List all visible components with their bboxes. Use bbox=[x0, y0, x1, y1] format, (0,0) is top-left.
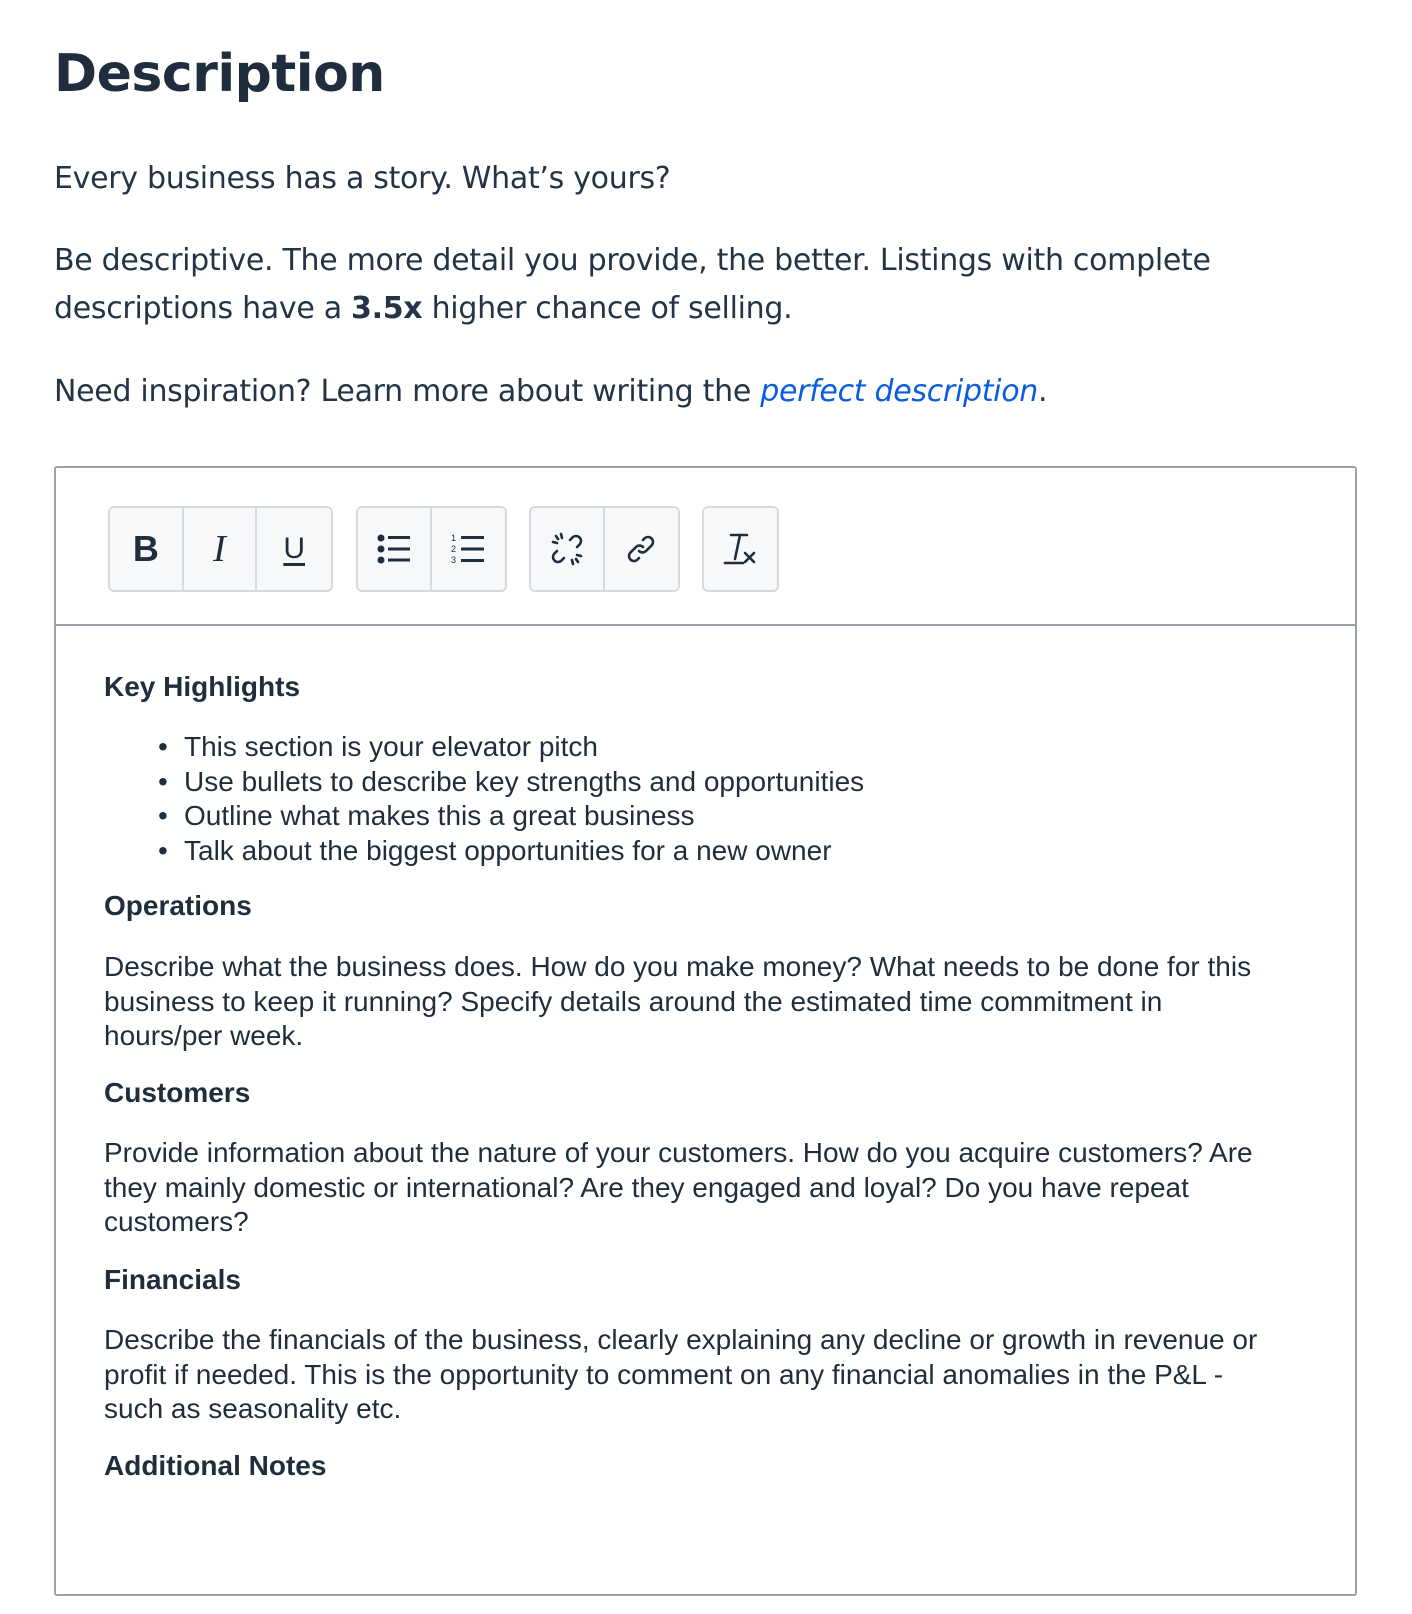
section-heading: Customers bbox=[104, 1077, 251, 1108]
list-item: • This section is your elevator pitch bbox=[104, 730, 864, 765]
bullet-list-button[interactable] bbox=[358, 508, 432, 590]
link-button-group bbox=[529, 506, 680, 592]
numbered-list-button[interactable] bbox=[432, 508, 505, 590]
list-item: • Talk about the biggest opportunities for a new owner bbox=[104, 834, 864, 869]
section-body: Describe the financials of the business, clearly explaining any decline or growth in revenue or profit if needed. This is the opportunity to comment on any financial anomalies in the P&L - such as seasonality etc. bbox=[104, 1324, 1258, 1424]
section-heading: Key Highlights bbox=[104, 671, 301, 702]
bold-icon: B bbox=[132, 528, 159, 569]
bold-button[interactable] bbox=[110, 508, 184, 590]
clear-format-icon bbox=[723, 531, 759, 567]
section-body: Provide information about the nature of your customers. How do you acquire customers? Are they mainly domestic or international? Are they engaged and loyal? Do you have repeat customers? bbox=[104, 1137, 1253, 1237]
bullet-list-icon bbox=[377, 533, 411, 565]
svg-text:2: 2 bbox=[451, 544, 457, 554]
svg-text:1: 1 bbox=[451, 533, 457, 543]
editor-toolbar bbox=[56, 468, 1355, 626]
clear-format-button[interactable] bbox=[704, 508, 777, 590]
intro-line-2-tail: higher chance of selling. bbox=[422, 291, 793, 326]
list-item: • Outline what makes this a great business bbox=[104, 799, 864, 834]
numbered-list-icon bbox=[451, 532, 485, 566]
intro-line-1: Every business has a story. What’s yours? bbox=[54, 161, 671, 196]
section-heading: Financials bbox=[104, 1264, 241, 1295]
svg-text:3: 3 bbox=[451, 555, 457, 565]
page-title: Description bbox=[54, 44, 385, 104]
section-body: Describe what the business does. How do you make money? What needs to be done for this business to keep it running? Specify details around the estimated time commitment in hours/per week. bbox=[104, 951, 1252, 1051]
clear-format-button-group bbox=[702, 506, 779, 592]
italic-icon: I bbox=[213, 528, 226, 570]
underline-icon: U bbox=[283, 532, 305, 565]
unlink-icon bbox=[550, 532, 584, 566]
perfect-description-link[interactable]: perfect description bbox=[760, 374, 1038, 409]
italic-button[interactable] bbox=[184, 508, 258, 590]
stat-highlight: 3.5x bbox=[351, 291, 423, 326]
unlink-button[interactable] bbox=[531, 508, 605, 590]
intro-line-3-tail: . bbox=[1037, 374, 1048, 409]
section-heading: Additional Notes bbox=[104, 1450, 327, 1481]
link-button[interactable] bbox=[605, 508, 678, 590]
intro-line-3 bbox=[54, 368, 1314, 416]
intro-line-3-text: Need inspiration? Learn more about writing the bbox=[54, 374, 761, 409]
highlights-list bbox=[104, 730, 864, 868]
list-item: • Use bullets to describe key strengths and opportunities bbox=[104, 765, 864, 800]
underline-button[interactable] bbox=[257, 508, 331, 590]
intro-line-2-text: Be descriptive. The more detail you provide, the better. Listings with complete descriptions have a bbox=[54, 243, 1211, 326]
rich-text-editor bbox=[54, 466, 1357, 1596]
list-button-group bbox=[356, 506, 507, 592]
format-button-group bbox=[108, 506, 333, 592]
intro-line-2 bbox=[54, 237, 1314, 333]
link-icon bbox=[624, 532, 658, 566]
section-heading: Operations bbox=[104, 890, 252, 921]
